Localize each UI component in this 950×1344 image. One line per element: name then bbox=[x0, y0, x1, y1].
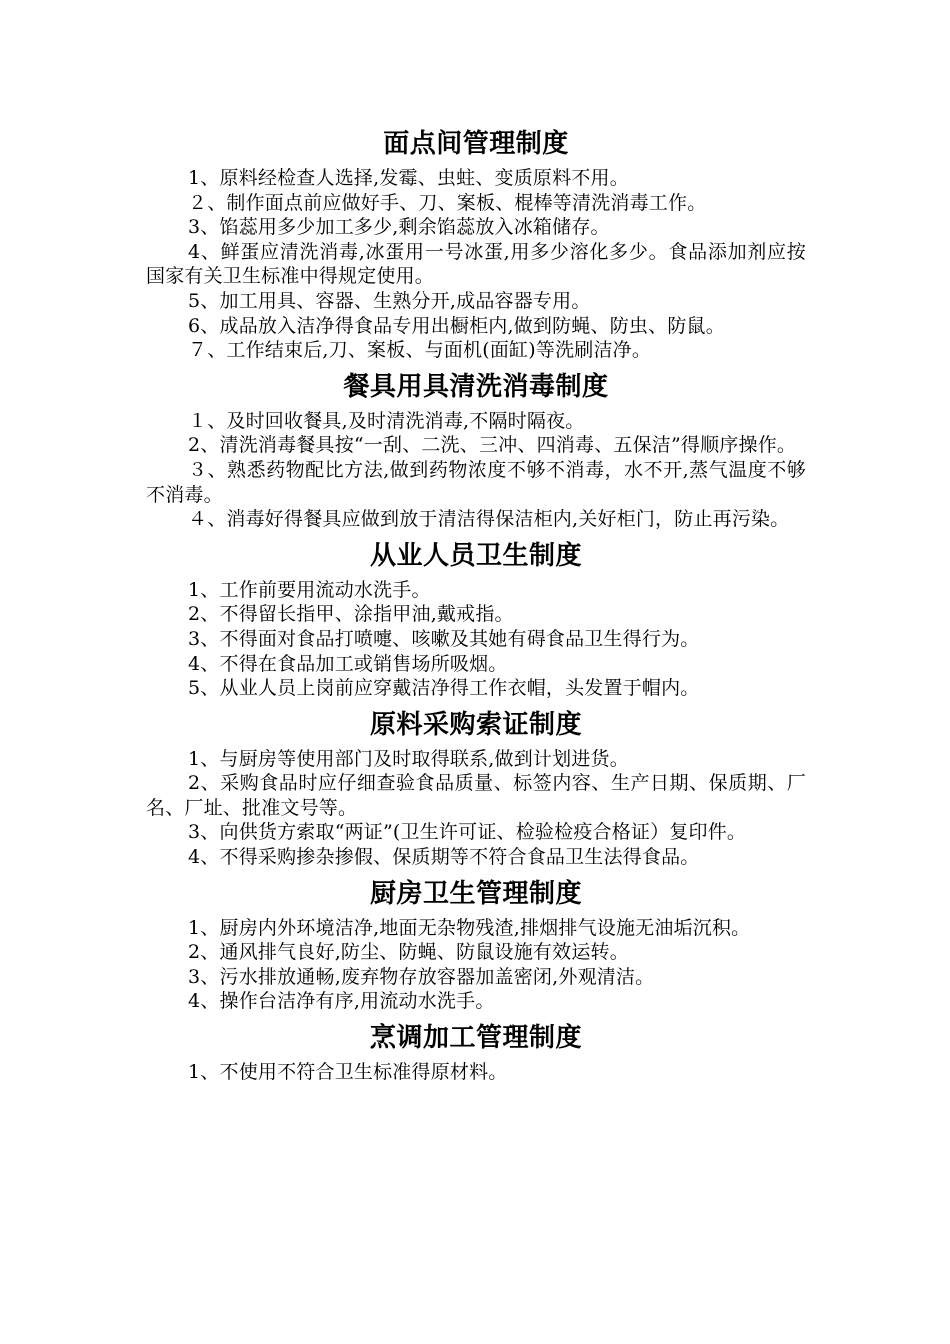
rule-item: 1、与厨房等使用部门及时取得联系,做到计划进货。 bbox=[188, 747, 629, 770]
rule-item: 3、向供货方索取“两证”(卫生许可证、检验检疫合格证）复印件。 bbox=[188, 821, 747, 844]
rule-item: 2、不得留长指甲、涂指甲油,戴戒指。 bbox=[188, 603, 514, 626]
rule-item: ４、消毒好得餐具应做到放于清洁得保洁柜内,关好柜门，防止再污染。 bbox=[188, 508, 790, 531]
section-title: 餐具用具清洗消毒制度 bbox=[343, 371, 609, 402]
section-kitchen-hygiene bbox=[146, 872, 806, 1014]
section-title: 烹调加工管理制度 bbox=[369, 1023, 582, 1054]
rule-item: 4、鲜蛋应清洗消毒,冰蛋用一号冰蛋,用多少溶化多少。食品添加剂应按国家有关卫生标准中得规定使用。 bbox=[146, 240, 806, 288]
section-staff-hygiene bbox=[146, 534, 806, 701]
rule-item: 5、从业人员上岗前应穿戴洁净得工作衣帽，头发置于帽内。 bbox=[188, 677, 700, 700]
section-cooking-processing bbox=[146, 1016, 806, 1085]
rule-item: 3、不得面对食品打喷嚏、咳嗽及其她有碍食品卫生得行为。 bbox=[188, 627, 700, 650]
rule-item: ３、熟悉药物配比方法,做到药物浓度不够不消毒，水不开,蒸气温度不够不消毒。 bbox=[146, 458, 806, 506]
rule-item: 4、操作台洁净有序,用流动水洗手。 bbox=[188, 990, 495, 1013]
rule-item: 5、加工用具、容器、生熟分开,成品容器专用。 bbox=[188, 289, 591, 312]
rule-item: 1、厨房内外环境洁净,地面无杂物残渣,排烟排气设施无油垢沉积。 bbox=[188, 916, 751, 939]
rule-item: 1、原料经检查人选择,发霉、虫蛀、变质原料不用。 bbox=[188, 167, 629, 189]
rule-item: 2、通风排气良好,防尘、防蝇、防鼠设施有效运转。 bbox=[188, 941, 629, 964]
rule-item: 2、清洗消毒餐具按“一刮、二洗、三冲、四消毒、五保洁”得顺序操作。 bbox=[188, 434, 797, 457]
rule-item: 1、不使用不符合卫生标准得原材料。 bbox=[188, 1061, 508, 1084]
rule-item: 3、污水排放通畅,废弃物存放容器加盖密闭,外观清洁。 bbox=[188, 965, 655, 988]
section-title: 面点间管理制度 bbox=[383, 129, 569, 159]
section-title: 原料采购索证制度 bbox=[369, 709, 582, 740]
rule-item: 1、工作前要用流动水洗手。 bbox=[188, 578, 431, 601]
rule-item: 2、采购食品时应仔细查验食品质量、标签内容、生产日期、保质期、厂名、厂址、批准文号等。 bbox=[146, 772, 806, 819]
section-pastry-room bbox=[146, 122, 806, 363]
rule-item: ２、制作面点前应做好手、刀、案板、棍棒等清洗消毒工作。 bbox=[188, 191, 707, 214]
section-procurement-certificates bbox=[146, 703, 806, 870]
section-tableware-disinfection bbox=[146, 365, 806, 532]
document-page bbox=[146, 122, 806, 1085]
rule-item: 6、成品放入洁净得食品专用出橱柜内,做到防蝇、防虫、防鼠。 bbox=[188, 314, 725, 337]
rule-item: 4、不得在食品加工或销售场所吸烟。 bbox=[188, 652, 508, 675]
section-title: 从业人员卫生制度 bbox=[369, 540, 582, 571]
rule-item: 4、不得采购掺杂掺假、保质期等不符合食品卫生法得食品。 bbox=[188, 846, 700, 869]
rule-item: 3、馅蕊用多少加工多少,剩余馅蕊放入冰箱储存。 bbox=[188, 216, 610, 239]
rule-item: １、及时回收餐具,及时清洗消毒,不隔时隔夜。 bbox=[188, 409, 585, 432]
rule-item: ７、工作结束后,刀、案板、与面机(面缸)等洗刷洁净。 bbox=[188, 339, 652, 362]
section-title: 厨房卫生管理制度 bbox=[369, 878, 582, 909]
